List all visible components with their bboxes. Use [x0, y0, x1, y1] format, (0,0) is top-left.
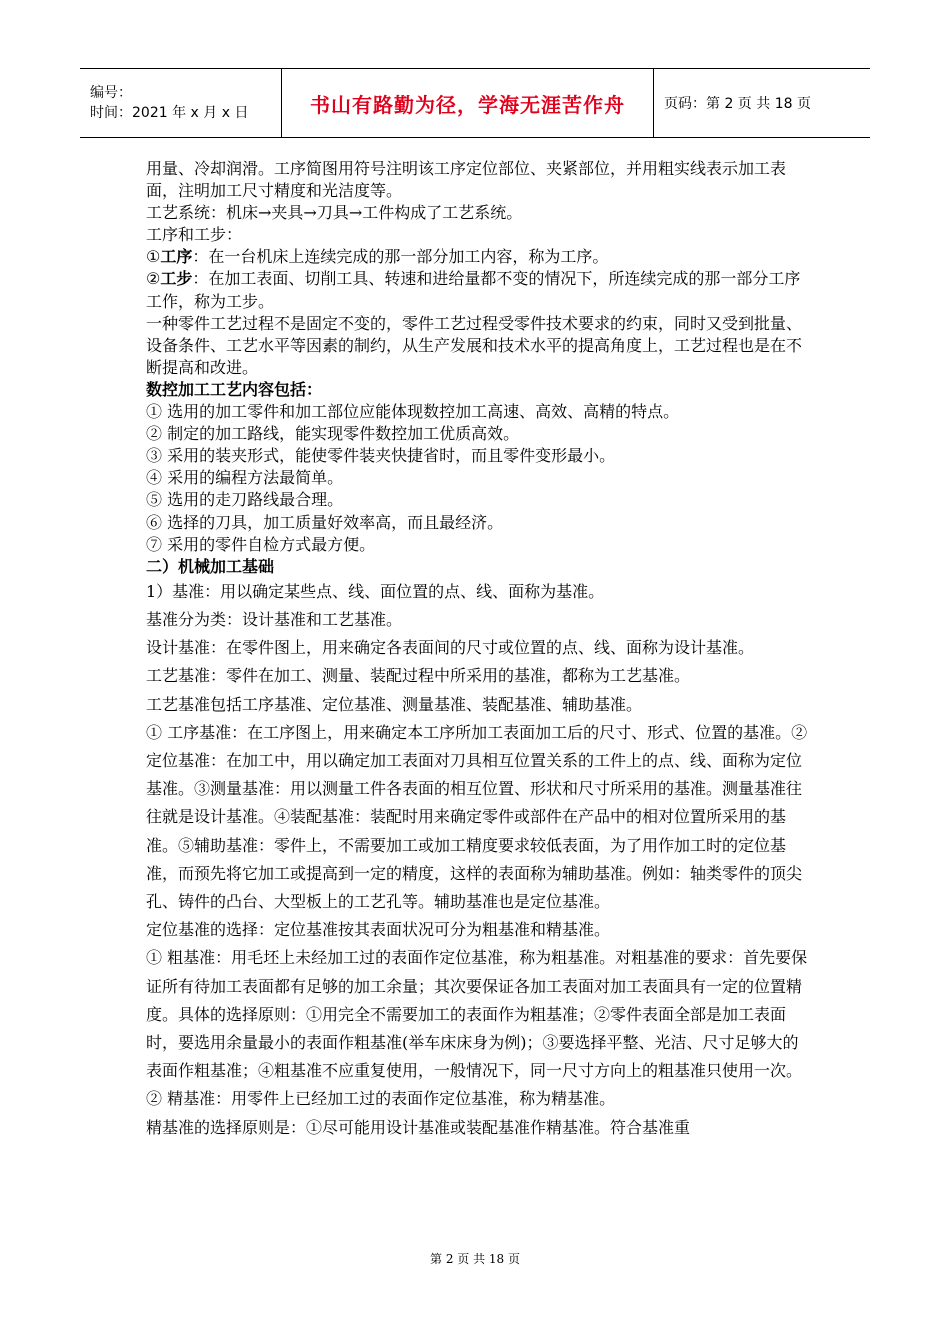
list-item: ⑤ 选用的走刀路线最合理。: [146, 490, 344, 510]
term-step: 工步: [160, 269, 193, 289]
list-item: ③ 采用的装夹形式，能使零件装夹快捷省时，而且零件变形最小。: [146, 446, 616, 466]
list-marker: ②: [146, 269, 161, 289]
list-item: ④ 采用的编程方法最简单。: [146, 468, 344, 488]
definition-step: [146, 268, 814, 312]
paragraph: 基准分为类：设计基准和工艺基准。: [146, 609, 403, 629]
paragraph: 工艺系统：机床→夹具→刀具→工件构成了工艺系统。: [146, 203, 523, 223]
document-date: 时间：2021 年 x 月 x 日: [90, 105, 249, 121]
paragraph: 精基准的选择原则是：①尽可能用设计基准或装配基准作精基准。符合基准重: [146, 1117, 691, 1137]
heading-text: 数控加工工艺内容包括：: [146, 379, 323, 399]
document-body: [146, 158, 814, 1142]
section-process: [146, 158, 814, 578]
header-page-number: [654, 69, 870, 137]
header-motto: 书山有路勤为径，学海无涯苦作舟: [310, 92, 625, 117]
header-page-text: 页码：第 2 页 共 18 页: [664, 96, 811, 112]
term-process: 工序: [160, 247, 193, 267]
paragraph: 一种零件工艺过程不是固定不变的，零件工艺过程受零件技术要求的约束，同时又受到批量、设备条件、工艺水平等因素的制约，从生产发展和技术水平的提高角度上，工艺过程也是在不断提高和改进。: [146, 313, 803, 377]
list-marker: ①: [146, 247, 161, 267]
header-info: [80, 69, 282, 137]
list-item: ② 制定的加工路线，能实现零件数控加工优质高效。: [146, 424, 520, 444]
header-motto-cell: [282, 69, 654, 137]
page-header: [80, 68, 870, 138]
heading-text: 二）机械加工基础: [146, 556, 275, 576]
paragraph: 1）基准：用以确定某些点、线、面位置的点、线、面称为基准。: [146, 581, 605, 601]
section-datum: [146, 578, 814, 1142]
list-item: ⑦ 采用的零件自检方式最方便。: [146, 534, 376, 554]
paragraph: 定位基准的选择：定位基准按其表面状况可分为粗基准和精基准。: [146, 920, 611, 940]
definition-text: ：在一台机床上连续完成的那一部分加工内容，称为工序。: [192, 247, 609, 267]
definition-text: ：在加工表面、切削工具、转速和进给量都不变的情况下，所连续完成的那一部分工序工作，称为工步。: [146, 269, 801, 311]
paragraph: 设计基准：在零件图上，用来确定各表面间的尺寸或位置的点、线、面称为设计基准。: [146, 638, 755, 658]
paragraph: 工序和工步：: [146, 225, 243, 245]
paragraph: ② 精基准：用零件上已经加工过的表面作定位基准，称为精基准。: [146, 1089, 616, 1109]
document-number: 编号：: [90, 85, 132, 101]
paragraph: ① 粗基准：用毛坯上未经加工过的表面作定位基准，称为粗基准。对粗基准的要求：首先要保证所有待加工表面都有足够的加工余量；其次要保证各加工表面对加工表面具有一定的位置精度。具体的选择原则：①用完全不需要加工的表面作为粗基准；②零件表面全部是加工表面时，要选用余量最小的表面作粗基准(举车床床身为例)；③要选择平整、光洁、尺寸足够大的表面作粗基准；④粗基准不应重复使用，一般情况下，同一尺寸方向上的粗基准只使用一次。: [146, 948, 808, 1081]
paragraph: 用量、冷却润滑。工序简图用符号注明该工序定位部位、夹紧部位，并用粗实线表示加工表面，注明加工尺寸精度和光洁度等。: [146, 159, 787, 201]
section-heading: [146, 379, 814, 401]
section-heading: [146, 556, 814, 578]
page-footer: 第 2 页 共 18 页: [430, 1252, 520, 1266]
paragraph: ① 工序基准：在工序图上，用来确定本工序所加工表面加工后的尺寸、形式、位置的基准。②定位基准：在加工中，用以确定加工表面对刀具相互位置关系的工件上的点、线、面称为定位基准。③测量基准：用以测量工件各表面的相互位置、形状和尺寸所采用的基准。测量基准往往就是设计基准。④装配基准：装配时用来确定零件或部件在产品中的相对位置所采用的基准。⑤辅助基准：零件上，不需要加工或加工精度要求较低表面，为了用作加工时的定位基准，而预先将它加工或提高到一定的精度，这样的表面称为辅助基准。例如：轴类零件的顶尖孔、铸件的凸台、大型板上的工艺孔等。辅助基准也是定位基准。: [146, 722, 808, 912]
list-item: ⑥ 选择的刀具，加工质量好效率高，而且最经济。: [146, 512, 504, 532]
definition-process: [146, 246, 814, 268]
paragraph: 工艺基准：零件在加工、测量、装配过程中所采用的基准，都称为工艺基准。: [146, 666, 691, 686]
list-item: ① 选用的加工零件和加工部位应能体现数控加工高速、高效、高精的特点。: [146, 402, 680, 422]
paragraph: 工艺基准包括工序基准、定位基准、测量基准、装配基准、辅助基准。: [146, 694, 643, 714]
